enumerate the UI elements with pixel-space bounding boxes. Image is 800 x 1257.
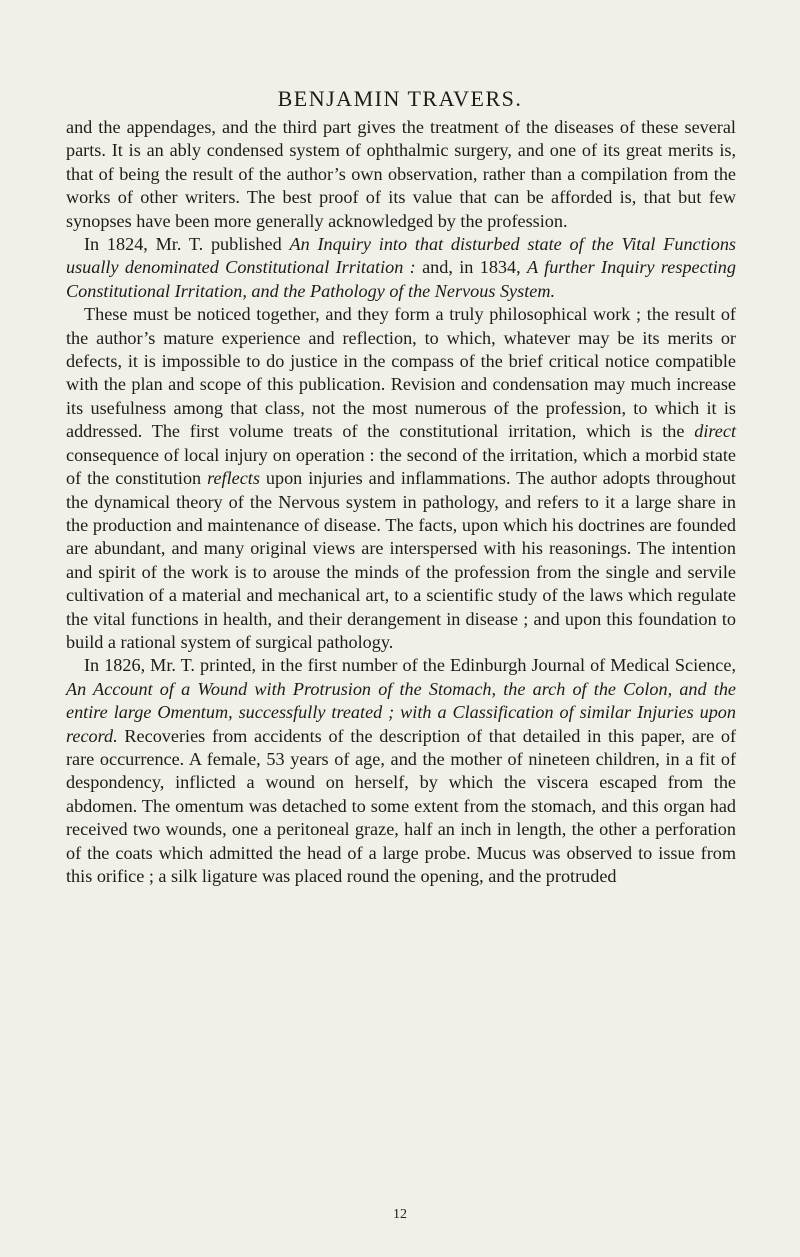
paragraph <box>66 303 736 654</box>
paragraph-text: Recoveries from accidents of the description of that detailed in this paper, are of rare occurrence. A female, 53 years of age, and the mother of nineteen children, in a fit of despondency, inflicted a wound on herself, by which the viscera escaped from the abdomen. The omentum was detached to some extent from the stomach, and this organ had received two wounds, one a peritoneal graze, half an inch in length, the other a perforation of the coats which admitted the head of a large probe. Mucus was observed to issue from this orifice ; a silk ligature was placed round the opening, and the protruded <box>66 725 736 886</box>
running-head: BENJAMIN TRAVERS. <box>277 86 523 111</box>
paragraph-text: These must be noticed together, and they form a truly philosophical work ; the result of the author’s mature experience and reflection, to which, whatever may be its merits or defects, it is impossible to do justice in the compass of the brief critical notice compatible with the plan and scope of this publication. Revision and condensation may much increase its usefulness among that class, not the most numerous of the profession, to which it is addressed. The first volume treats of the constitutional irritation, which is the <box>66 304 736 442</box>
italic-title-text: direct <box>694 421 736 442</box>
italic-title-text: An Inquiry into that disturbed state of the Vital Functions usually denominated Constitutional Irritation : <box>66 234 736 278</box>
paragraph-text: In 1826, Mr. T. printed, in the first number of the Edinburgh Journal of Medical Science, <box>84 655 736 676</box>
paragraph-text: In 1824, Mr. T. published <box>84 234 290 255</box>
paragraph <box>66 116 736 233</box>
italic-title-text: An Account of a Wound with Protrusion of the Stomach, the arch of the Colon, and the entire large Omentum, successfully treated ; with a Classification of similar Injuries upon record. <box>66 678 736 746</box>
paragraph <box>66 233 736 303</box>
paragraph <box>66 654 736 888</box>
body-text <box>66 116 736 888</box>
paragraph-text: upon injuries and inflammations. The author adopts throughout the dynamical theory of the Nervous system in pathology, and refers to it a large share in the production and maintenance of disease. The facts, upon which his doctrines are founded are abundant, and many original views are interspersed with his reasonings. The intention and spirit of the work is to arouse the minds of the profession from the single and servile cultivation of a material and mechanical art, to a scientific study of the laws which regulate the vital functions in health, and their derangement in disease ; and upon this foundation to build a rational system of surgical pathology. <box>66 468 736 652</box>
page-number: 12 <box>393 1207 407 1222</box>
italic-title-text: reflects <box>207 468 260 489</box>
paragraph-text: and the appendages, and the third part gives the treatment of the diseases of these several parts. It is an ably condensed system of ophthalmic surgery, and one of its great merits is, that of being the result of the author’s own observation, rather than a compilation from the works of other writers. The best proof of its value that can be afforded is, that but few synopses have been more generally acknowledged by the profession. <box>66 117 736 231</box>
italic-title-text: A further Inquiry respecting Constitutional Irritation, and the Pathology of the Nervous System. <box>66 257 736 301</box>
paragraph-text: consequence of local injury on operation : the second of the irritation, which a morbid state of the constitution <box>66 444 736 489</box>
paragraph-text: and, in 1834, <box>415 257 528 278</box>
